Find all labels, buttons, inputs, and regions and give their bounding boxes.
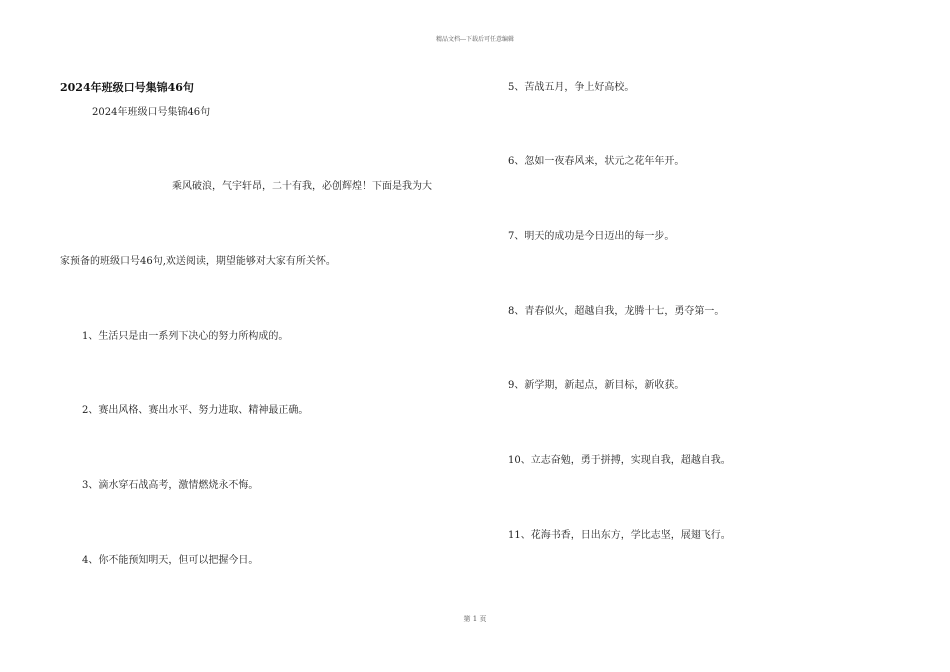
slogan-item: 7、明天的成功是今日迈出的每一步。 (508, 231, 675, 242)
slogan-item: 6、忽如一夜春风来，状元之花年年开。 (508, 156, 685, 167)
slogan-item: 4、你不能预知明天，但可以把握今日。 (82, 555, 259, 566)
page-footer: 第 1 页 (463, 615, 487, 623)
document-title: 2024年班级口号集锦46句 (60, 81, 194, 94)
page-header: 精品文档---下载后可任意编辑 (435, 36, 515, 43)
slogan-item: 9、新学期，新起点，新目标，新收获。 (508, 380, 685, 391)
document-subtitle: 2024年班级口号集锦46句 (92, 107, 211, 118)
slogan-item: 11、花海书香，日出东方，学比志坚，展翅飞行。 (508, 530, 731, 541)
intro-line-1: 乘风破浪，气宇轩昂，二十有我，必创辉煌！下面是我为大 (172, 181, 432, 192)
intro-line-2: 家预备的班级口号46句,欢送阅读，期望能够对大家有所关怀。 (60, 256, 336, 267)
slogan-item: 5、苦战五月，争上好高校。 (508, 82, 635, 93)
slogan-item: 10、立志奋勉，勇于拼搏，实现自我，超越自我。 (508, 455, 731, 466)
slogan-item: 8、青春似火，超越自我，龙腾十七，勇夺第一。 (508, 306, 725, 317)
slogan-item: 1、生活只是由一系列下决心的努力所构成的。 (82, 331, 289, 342)
slogan-item: 2、赛出风格、赛出水平、努力进取、精神最正确。 (82, 405, 309, 416)
slogan-item: 3、滴水穿石战高考，激情燃烧永不悔。 (82, 480, 259, 491)
